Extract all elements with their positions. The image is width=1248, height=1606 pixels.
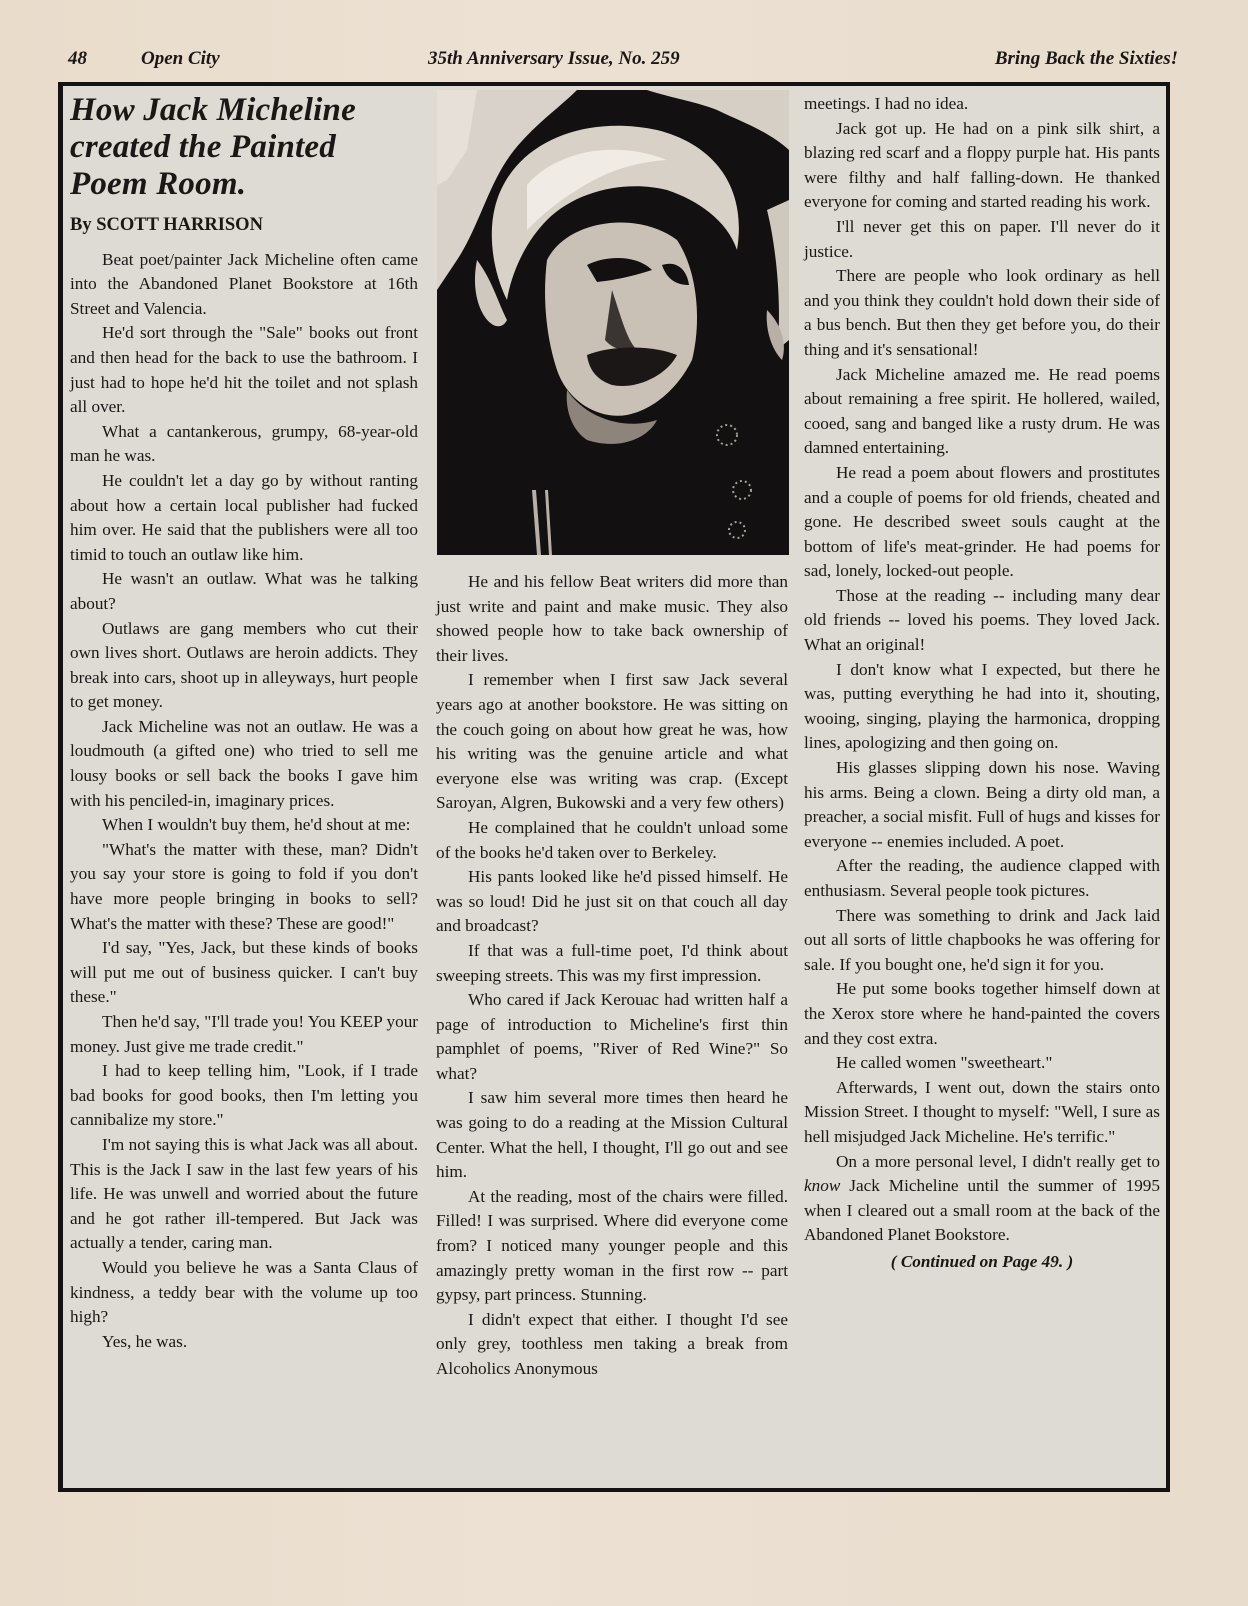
paragraph: He put some books together himself down at the Xerox store where he hand-painted the covers and they cost extra. (804, 979, 1160, 1048)
paragraph: He called women "sweetheart." (836, 1053, 1053, 1073)
paragraph: Beat poet/painter Jack Micheline often came into the Abandoned Planet Bookstore at 16th Street and Valencia. (70, 249, 418, 318)
paragraph: I had to keep telling him, "Look, if I trade bad books for good books, then I'm letting you cannibalize my store." (70, 1061, 418, 1130)
column-1 (70, 92, 418, 1354)
paragraph: Who cared if Jack Kerouac had written half a page of introduction to Micheline's first thin pamphlet of poems, "River of Red Wine?" So what? (436, 990, 788, 1083)
column-2 (436, 570, 788, 1382)
paragraph: At the reading, most of the chairs were filled. Filled! I was surprised. Where did everyone come from? I noticed many younger people and this amazingly pretty woman in the first row -- part gypsy, part princess. Stunning. (436, 1186, 788, 1305)
paragraph: I saw him several more times then heard he was going to do a reading at the Mission Cultural Center. What the hell, I thought, I'll go out and see him. (436, 1088, 788, 1182)
slogan: Bring Back the Sixties! (994, 48, 1178, 69)
paragraph: There was something to drink and Jack laid out all sorts of little chapbooks he was offering for sale. If you bought one, he'd sign it for you. (804, 905, 1160, 974)
continued-on-link[interactable]: ( Continued on Page 49. ) (890, 1251, 1074, 1271)
issue-label: 35th Anniversary Issue, No. 259 (428, 48, 680, 69)
portrait-photo (437, 90, 789, 555)
paragraph: Would you believe he was a Santa Claus of kindness, a teddy bear with the volume up too high? (70, 1257, 418, 1327)
paragraph: Jack got up. He had on a pink silk shirt, a blazing red scarf and a floppy purple hat. His pants were filthy and half falling-down. He thanked everyone for coming and started reading his work. (804, 118, 1160, 212)
column-1-body (70, 248, 418, 1355)
paragraph: He read a poem about flowers and prostitutes and a couple of poems for old friends, cheated and gone. He described sweet souls caught at the bottom of life's meat-grinder. He had poems for sad, lonely, locked-out people. (804, 462, 1160, 581)
paragraph: I don't know what I expected, but there he was, putting everything he had into it, shouting, wooing, singing, playing the harmonica, dropping lines, apologizing and then going on. (804, 659, 1160, 753)
paragraph: His glasses slipping down his nose. Waving his arms. Being a clown. Being a dirty old man, a preacher, a social misfit. Full of hugs and kisses for everyone -- enemies included. A poet. (804, 758, 1160, 851)
paragraph: I remember when I first saw Jack several years ago at another bookstore. He was sitting on the couch going on about how great he was, how his writing was the genuine article and what everyone else was writing was crap. (Except Saroyan, Algren, Bukowski and a very few others) (436, 670, 788, 813)
paragraph: Outlaws are gang members who cut their own lives short. Outlaws are heroin addicts. They break into cars, shoot up in alleyways, hurt people to get money. (70, 618, 418, 712)
paragraph: Jack Micheline was not an outlaw. He was a loudmouth (a gifted one) who tried to sell me lousy books or sell back the books I gave him with his penciled-in, imaginary prices. (70, 716, 418, 810)
column-2-body (436, 570, 788, 1382)
page-number: 48 (68, 48, 87, 69)
paragraph: He couldn't let a day go by without ranting about how a certain local publisher had fucked him over. He said that the publishers were all too timid to touch an outlaw like him. (70, 470, 418, 564)
paragraph (804, 1150, 1160, 1248)
column-3-body (804, 117, 1160, 1150)
paragraph: I didn't expect that either. I thought I'd see only grey, toothless men taking a break from Alcoholics Anonymous (436, 1309, 788, 1378)
paragraph: There are people who look ordinary as hell and you think they couldn't hold down their side of a bus bench. But then they get before you, do their thing and it's sensational! (804, 266, 1160, 359)
paragraph: Those at the reading -- including many dear old friends -- loved his poems. They loved Jack. What an original! (804, 585, 1160, 655)
column-3-lead: meetings. I had no idea. (804, 94, 969, 113)
paragraph-text: Jack Micheline until the summer of 1995 when I cleared out a small room at the back of the Abandoned Planet Bookstore. (804, 1176, 1160, 1245)
paragraph: When I wouldn't buy them, he'd shout at me: (102, 815, 411, 835)
paragraph: His pants looked like he'd pissed himself. He was so loud! Did he just sit on that couch all day and broadcast? (436, 867, 788, 936)
paragraph: He complained that he couldn't unload some of the books he'd taken over to Berkeley. (436, 817, 788, 862)
paragraph: "What's the matter with these, man? Didn't you say your store is going to fold if you don't have more people bringing in books to sell? What's the matter with these? These are good!" (70, 839, 418, 933)
paragraph: He and his fellow Beat writers did more than just write and paint and make music. They also showed people how to take back ownership of their lives. (436, 572, 788, 665)
publication-name: Open City (141, 48, 220, 69)
emphasis-text: know (804, 1176, 841, 1196)
paragraph: If that was a full-time poet, I'd think about sweeping streets. This was my first impression. (436, 940, 788, 985)
paragraph: He'd sort through the "Sale" books out front and then head for the back to use the bathroom. I just had to hope he'd hit the toilet and not splash all over. (70, 323, 418, 417)
headline: How Jack Micheline created the Painted Poem Room. (70, 92, 356, 202)
paragraph: Then he'd say, "I'll trade you! You KEEP your money. Just give me trade credit." (70, 1012, 419, 1056)
paragraph: I'll never get this on paper. I'll never do it justice. (804, 216, 1160, 261)
portrait-image (437, 90, 789, 555)
paragraph: What a cantankerous, grumpy, 68-year-old man he was. (70, 421, 418, 466)
paragraph: I'd say, "Yes, Jack, but these kinds of books will put me out of business quicker. I can't buy these." (70, 938, 418, 1007)
paragraph: He wasn't an outlaw. What was he talking about? (70, 569, 418, 613)
paragraph: Yes, he was. (102, 1331, 188, 1351)
paragraph: Jack Micheline amazed me. He read poems about remaining a free spirit. He hollered, wailed, cooed, sang and banged like a rusty drum. He was damned entertaining. (804, 364, 1160, 458)
masthead (68, 48, 1178, 78)
paragraph: Afterwards, I went out, down the stairs onto Mission Street. I thought to myself: "Well, I sure as hell misjudged Jack Micheline. He's terrific." (804, 1077, 1160, 1146)
paragraph-text: On a more personal level, I didn't really get to (836, 1151, 1160, 1171)
paragraph: After the reading, the audience clapped with enthusiasm. Several people took pictures. (804, 856, 1160, 900)
paragraph: I'm not saying this is what Jack was all about. This is the Jack I saw in the last few years of his life. He was unwell and worried about the future and he got rather ill-tempered. But Jack was actually a tender, caring man. (70, 1134, 418, 1253)
column-3 (804, 92, 1160, 1275)
byline: By SCOTT HARRISON (70, 215, 263, 235)
